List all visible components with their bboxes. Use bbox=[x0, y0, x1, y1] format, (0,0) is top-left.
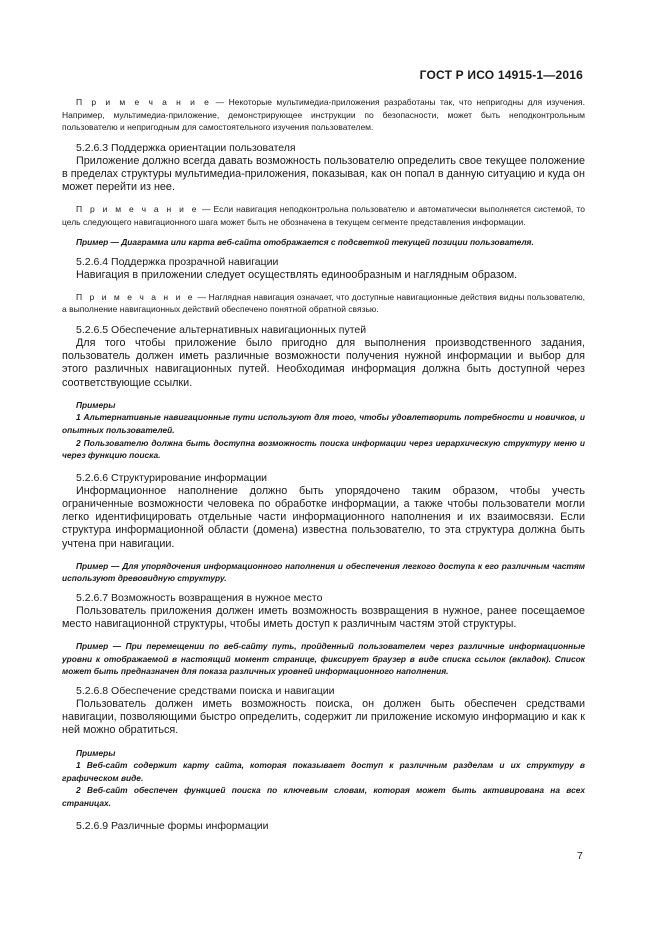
example-5-2-6-3: Пример — Диаграмма или карта веб-сайта отображается с подсветкой текущей позиции пользователя. bbox=[76, 237, 534, 248]
note-1 bbox=[62, 96, 585, 134]
section-heading-5-2-6-5: 5.2.6.5 Обеспечение альтернативных навигационных путей bbox=[76, 323, 367, 336]
note-2 bbox=[62, 203, 585, 228]
example-item: 2 Пользователю должна быть доступна возможность поиска информации через иерархическую структуру меню и через функцию поиска. bbox=[62, 437, 585, 461]
section-body-5-2-6-8: Пользователь должен иметь возможность поиска, он должен быть обеспечен средствами навигации, позволяющими быстро определить, содержит ли приложение искомую информацию и как к ней можно обратиться. bbox=[62, 698, 585, 737]
note-text: — Если навигация неподконтрольна пользователю и автоматически выполняется системой, то цель следующего навигационного шага может быть не обозначена в текущем сегменте представления информации. bbox=[62, 204, 585, 227]
document-code: ГОСТ Р ИСО 14915-1—2016 bbox=[419, 68, 583, 82]
section-heading-5-2-6-9: 5.2.6.9 Различные формы информации bbox=[76, 819, 269, 832]
section-body-5-2-6-6: Информационное наполнение должно быть упорядочено таким образом, чтобы учесть ограниченные возможности человека по обработке информации, а также чтобы пользователи могли легко идентифицировать отдельные части информационного наполнения и их взаимосвязи. Если структура информационной области (домена) известна пользователю, то эта структура должна быть учтена при навигации. bbox=[62, 484, 585, 550]
note-text: — Некоторые мультимедиа-приложения разработаны так, что непригодны для изучения. Например, мультимедиа-приложение, демонстрирующее инструкции по безопасности, может быть неподконтрольным пользователю и непригодным для самостоятельного изучения пользователем. bbox=[62, 97, 585, 132]
section-heading-5-2-6-7: 5.2.6.7 Возможность возвращения в нужное место bbox=[76, 591, 323, 604]
example-item: 2 Веб-сайт обеспечен функцией поиска по ключевым словам, которая может быть активирована на всех страницах. bbox=[62, 785, 585, 809]
section-heading-5-2-6-3: 5.2.6.3 Поддержка ориентации пользователя bbox=[76, 141, 296, 154]
note-text: — Наглядная навигация означает, что доступные навигационные действия видны пользователю, а выполнение навигационных действий обеспечено понятной обратной связью. bbox=[62, 291, 585, 315]
section-body-5-2-6-4: Навигация в приложении следует осуществлять единообразным и наглядным образом. bbox=[76, 268, 518, 281]
example-item: 1 Альтернативные навигационные пути используют для того, чтобы удовлетворить потребности и новичков, и опытных пользователей. bbox=[62, 412, 585, 435]
section-body-5-2-6-3: Приложение должно всегда давать возможность пользователю определить свое текущее положение в пределах структуры мультимедиа-приложения, показывая, как он попал в данную ситуацию и куда он может перейти из нее. bbox=[62, 154, 585, 193]
section-body-5-2-6-5: Для того чтобы приложение было пригодно для выполнения производственного задания, пользователь должен иметь различные возможности получения нужной информации и выбор для этого различных навигационных путей. Необходимая информация должна быть доступной через соответствующие ссылки. bbox=[62, 336, 585, 389]
section-heading-5-2-6-4: 5.2.6.4 Поддержка прозрачной навигации bbox=[76, 255, 279, 268]
section-body-5-2-6-7: Пользователь приложения должен иметь возможность возвращения в нужное, ранее посещаемое место навигационной структуры, чтобы иметь доступ к различным частям этой структуры. bbox=[62, 604, 585, 631]
page-content bbox=[62, 96, 585, 833]
note-label: П р и м е ч а н и е bbox=[76, 204, 199, 215]
section-heading-5-2-6-6: 5.2.6.6 Структурирование информации bbox=[76, 471, 268, 484]
section-heading-5-2-6-8: 5.2.6.8 Обеспечение средствами поиска и навигации bbox=[76, 685, 335, 698]
page-number: 7 bbox=[577, 850, 583, 862]
note-3 bbox=[62, 291, 585, 316]
example-5-2-6-7: Пример — При перемещении по веб-сайту путь, пройденный пользователем через различные информационные уровни к отображаемой в настоящий момент странице, фиксирует браузер в виде списка ссылок (вкладок). Список может быть предназначен для показа различных уровней информационного наполнения. bbox=[62, 641, 585, 677]
examples-heading: Примеры bbox=[76, 747, 116, 758]
note-label: П р и м е ч а н и е bbox=[76, 291, 195, 302]
example-item: 1 Веб-сайт содержит карту сайта, которая показывает доступ к различным разделам и их структуру в графическом виде. bbox=[62, 760, 585, 783]
examples-heading: Примеры bbox=[76, 399, 116, 410]
example-5-2-6-6: Пример — Для упорядочения информационного наполнения и обеспечения легкого доступа к его различным частям используют древовидную структуру. bbox=[62, 560, 585, 584]
note-label: П р и м е ч а н и е bbox=[76, 97, 212, 107]
